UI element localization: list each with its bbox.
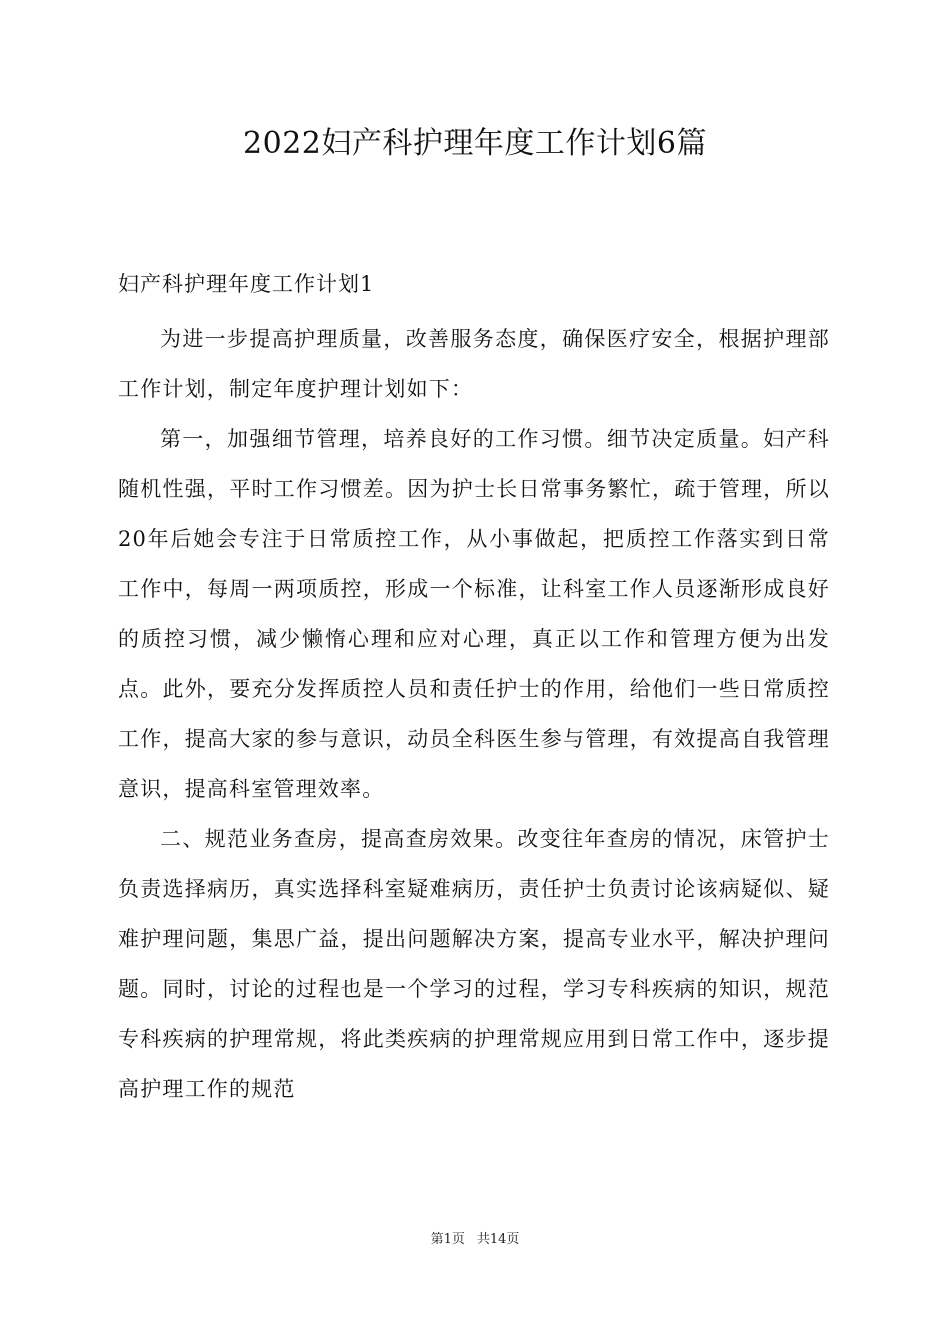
paragraph-intro: 为进一步提高护理质量，改善服务态度，确保医疗安全，根据护理部工作计划，制定年度护理计划如下： <box>118 327 830 401</box>
document-body <box>118 314 830 1114</box>
document-title: 2022妇产科护理年度工作计划6篇 <box>243 126 707 161</box>
page-number-current: 第1页 <box>430 1232 465 1247</box>
section-heading: 妇产科护理年度工作计划1 <box>118 272 375 296</box>
page-footer <box>0 1231 950 1249</box>
page-number-total: 共14页 <box>476 1232 520 1247</box>
paragraph-ward-rounds: 二、规范业务查房，提高查房效果。改变往年查房的情况，床管护士负责选择病历，真实选择科室疑难病历，责任护士负责讨论该病疑似、疑难护理问题，集思广益，提出问题解决方案，提高专业水平，解决护理问题。同时，讨论的过程也是一个学习的过程，学习专科疾病的知识，规范专科疾病的护理常规，将此类疾病的护理常规应用到日常工作中，逐步提高护理工作的规范 <box>118 827 830 1101</box>
paragraph-detail-management: 第一，加强细节管理，培养良好的工作习惯。细节决定质量。妇产科随机性强，平时工作习惯差。因为护士长日常事务繁忙，疏于管理，所以20年后她会专注于日常质控工作，从小事做起，把质控工作落实到日常工作中，每周一两项质控，形成一个标准，让科室工作人员逐渐形成良好的质控习惯，减少懒惰心理和应对心理，真正以工作和管理方便为出发点。此外，要充分发挥质控人员和责任护士的作用，给他们一些日常质控工作，提高大家的参与意识，动员全科医生参与管理，有效提高自我管理意识，提高科室管理效率。 <box>118 427 830 801</box>
